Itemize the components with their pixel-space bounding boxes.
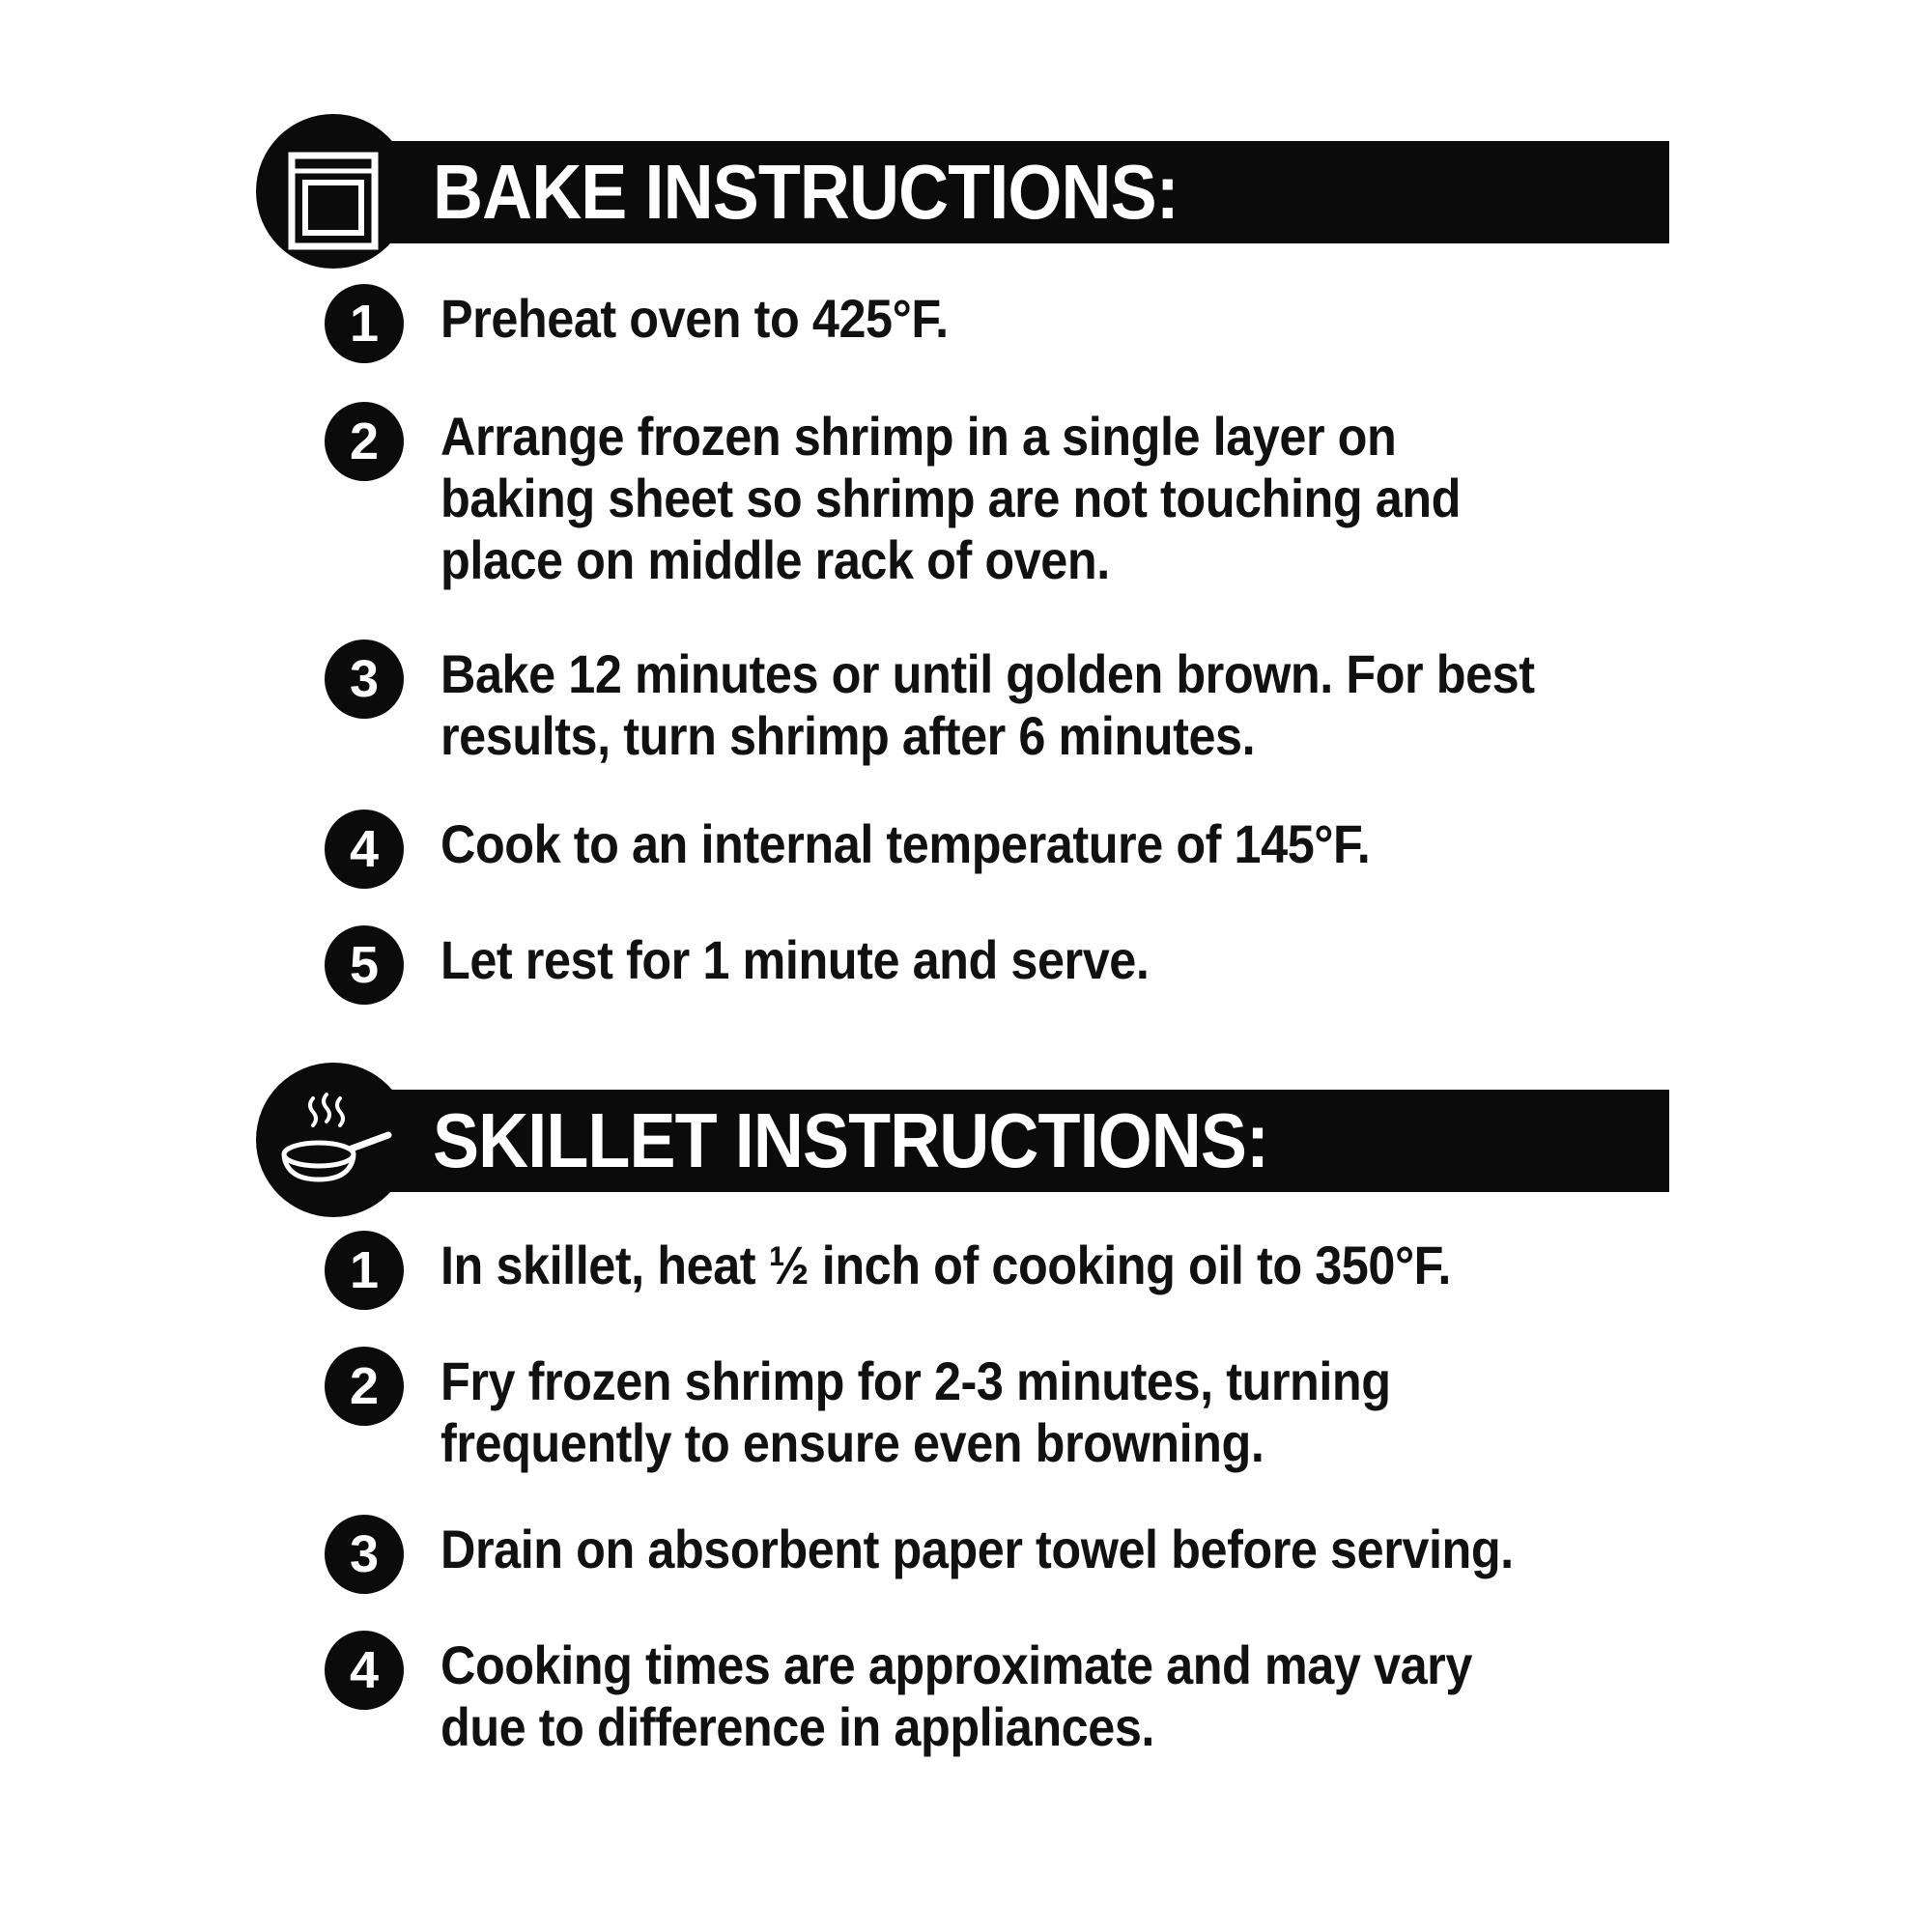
step-text: In skillet, heat ½ inch of cooking oil to 350°F.: [440, 1235, 1451, 1295]
skillet-icon: [270, 1077, 396, 1203]
step-number-badge: 4: [325, 810, 404, 889]
step-number-badge: 5: [325, 925, 404, 1005]
step-text: Arrange frozen shrimp in a single layer on baking sheet so shrimp are not touching and place on middle rack of oven.: [440, 406, 1461, 590]
bake-title: BAKE INSTRUCTIONS:: [433, 149, 1179, 235]
step-text: Let rest for 1 minute and serve.: [440, 929, 1150, 990]
step-text: Fry frozen shrimp for 2-3 minutes, turning frequently to ensure even browning.: [440, 1350, 1391, 1473]
step-number-badge: 1: [325, 284, 404, 363]
step-number-badge: 2: [325, 402, 404, 481]
step-number-badge: 3: [325, 639, 404, 719]
step-text: Drain on absorbent paper towel before serving.: [440, 1519, 1514, 1579]
bake-header: [0, 114, 1932, 269]
oven-icon: [270, 128, 396, 254]
step-number-badge: 2: [325, 1347, 404, 1426]
step-text: Cook to an internal temperature of 145°F.: [440, 813, 1371, 874]
skillet-section: [0, 1063, 1932, 1757]
step-text: Cooking times are approximate and may vary due to difference in appliances.: [440, 1634, 1472, 1757]
step-text: Bake 12 minutes or until golden brown. For best results, turn shrimp after 6 minutes.: [440, 643, 1535, 766]
step-number-badge: 1: [325, 1231, 404, 1310]
step-number-badge: 4: [325, 1631, 404, 1710]
skillet-title: SKILLET INSTRUCTIONS:: [433, 1097, 1269, 1183]
step-text: Preheat oven to 425°F.: [440, 288, 949, 349]
skillet-header: [0, 1063, 1932, 1217]
step-number-badge: 3: [325, 1515, 404, 1594]
bake-section: [0, 114, 1932, 994]
